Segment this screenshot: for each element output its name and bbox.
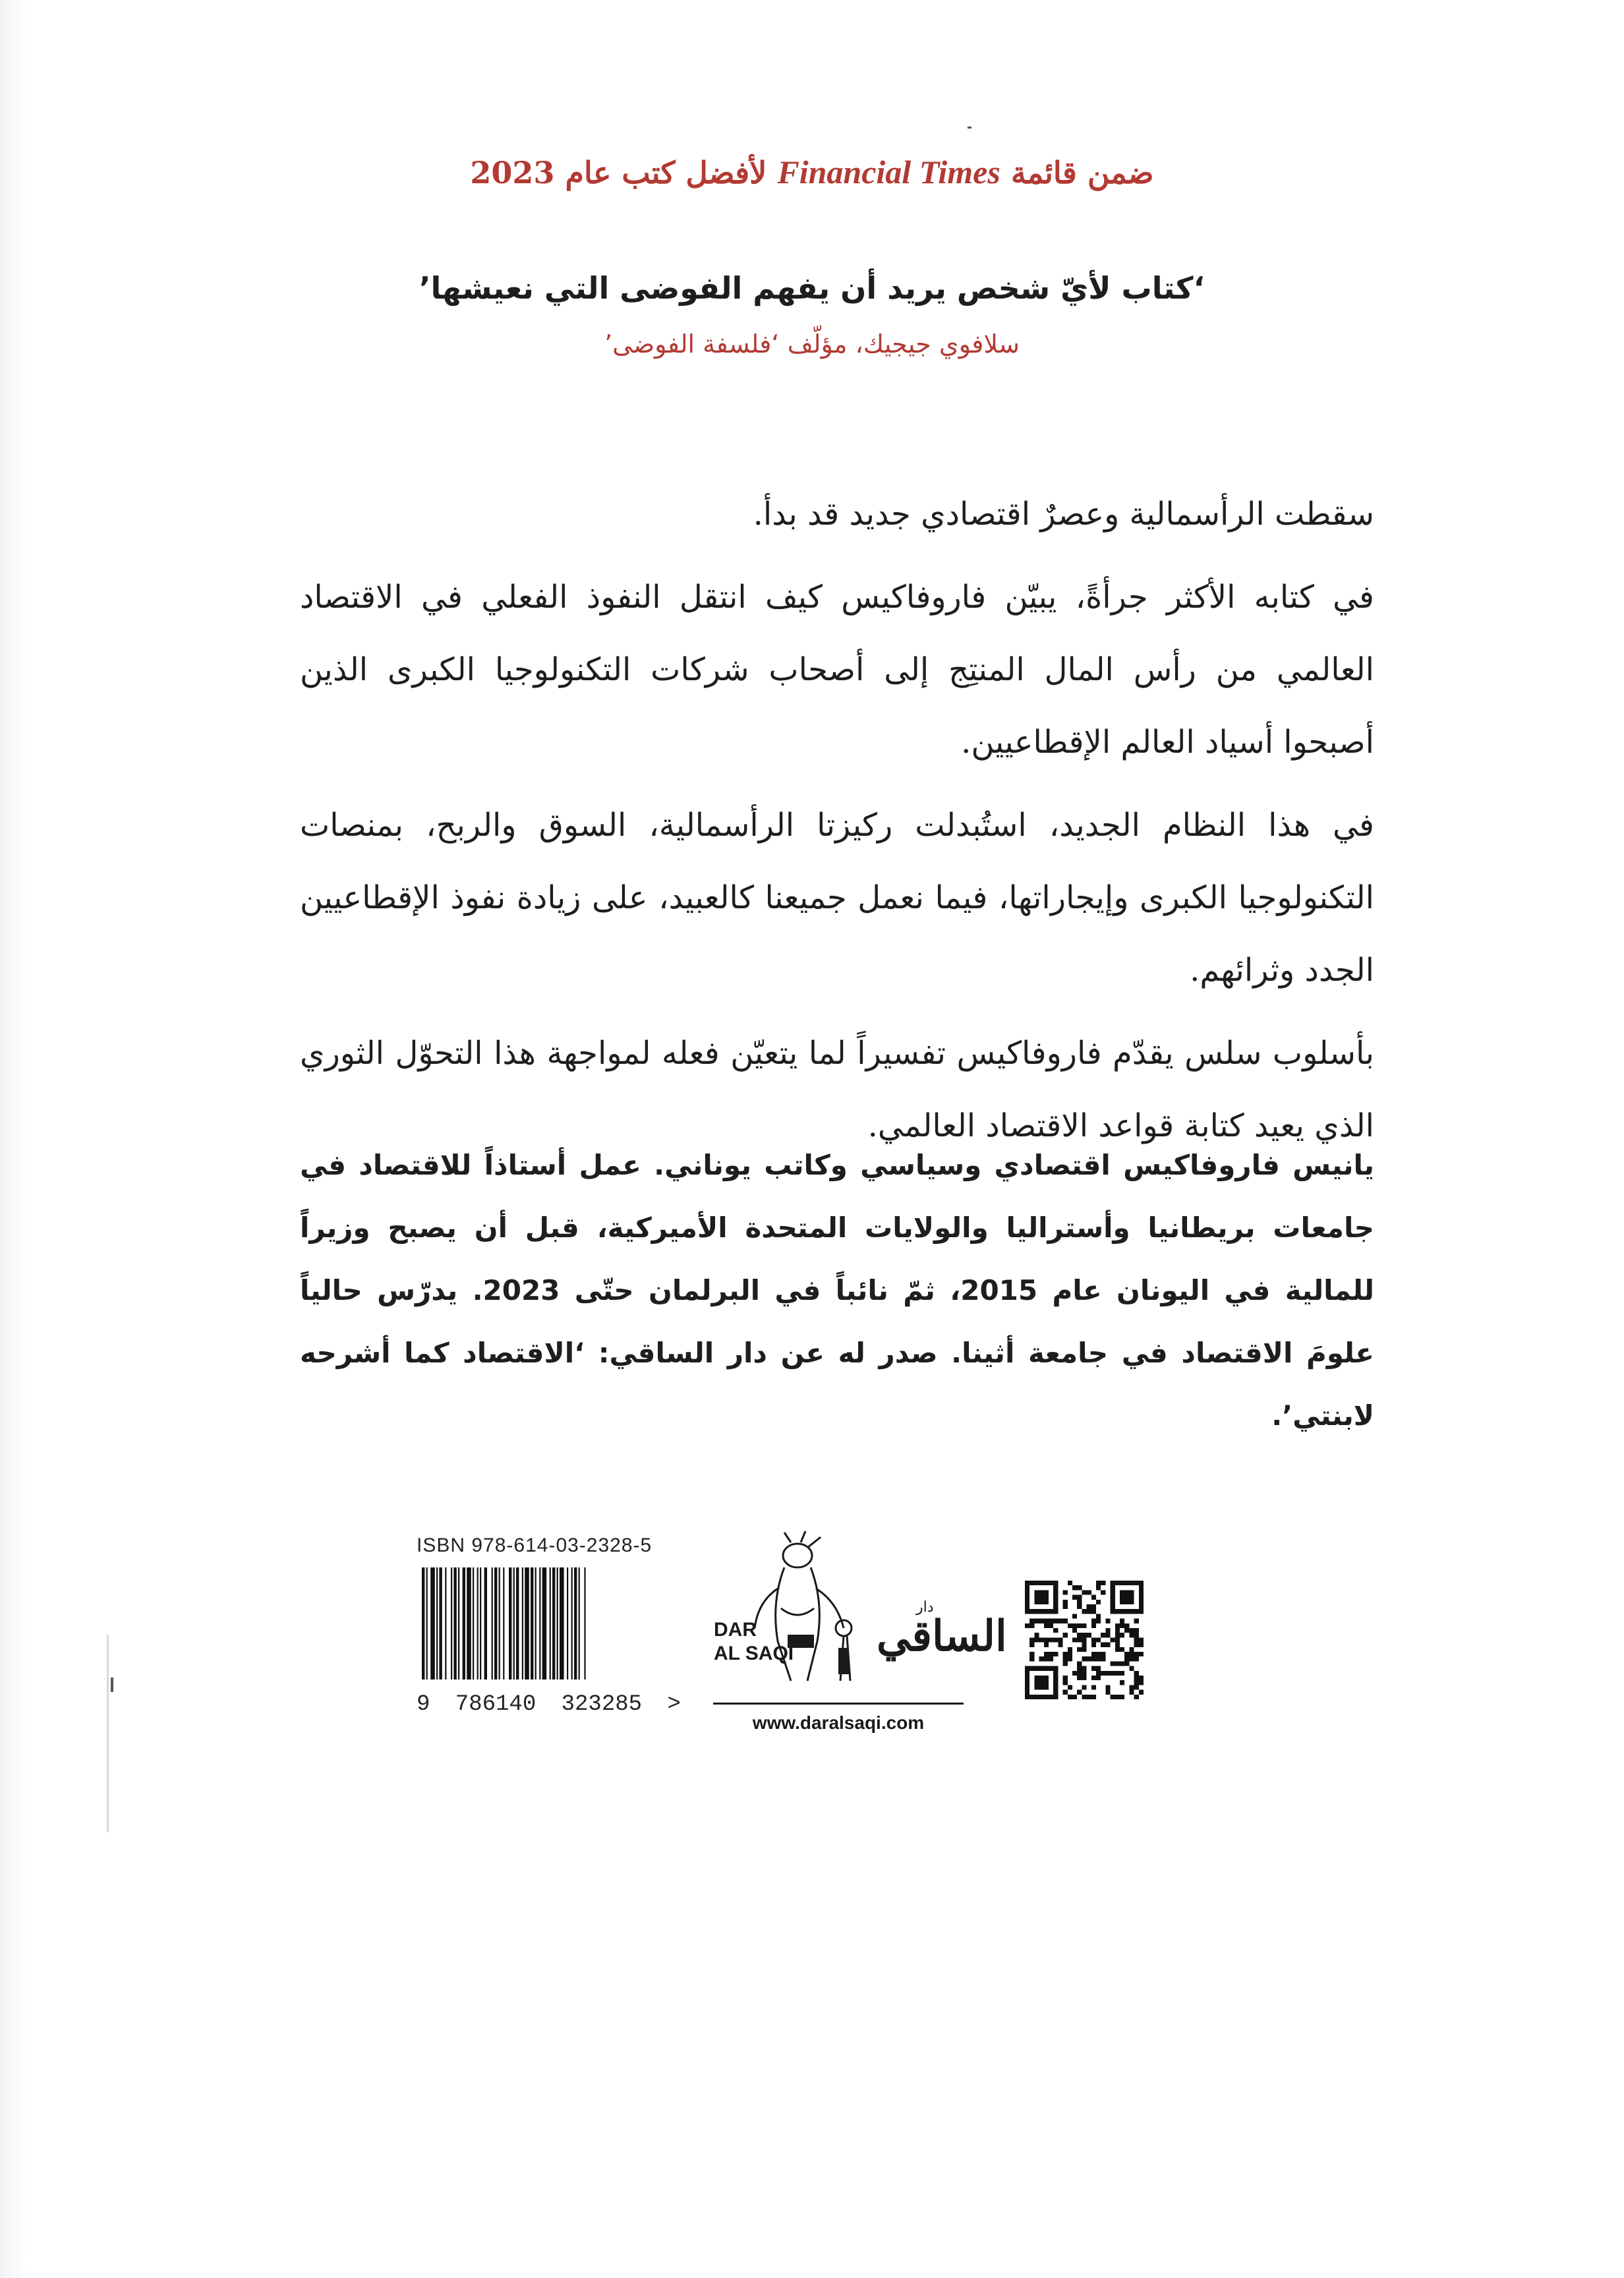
qr-cell <box>1129 1652 1134 1656</box>
qr-cell <box>1105 1619 1110 1623</box>
qr-cell <box>1134 1637 1139 1642</box>
qr-cell <box>1077 1666 1082 1671</box>
qr-cell <box>1063 1652 1068 1656</box>
qr-cell <box>1068 1685 1072 1689</box>
qr-cell <box>1115 1633 1120 1637</box>
qr-cell <box>1101 1590 1105 1594</box>
qr-cell <box>1091 1666 1096 1671</box>
qr-cell <box>1049 1619 1053 1623</box>
scan-artifact-dot <box>968 127 972 129</box>
qr-cell <box>1072 1595 1077 1600</box>
qr-cell <box>1068 1647 1072 1652</box>
qr-cell <box>1105 1628 1110 1633</box>
qr-cell <box>1134 1695 1139 1699</box>
qr-cell <box>1120 1671 1124 1676</box>
barcode-bar <box>480 1567 481 1679</box>
qr-cell <box>1082 1637 1086 1642</box>
award-tagline <box>0 153 1624 191</box>
qr-cell <box>1087 1590 1091 1594</box>
qr-cell <box>1134 1671 1139 1676</box>
qr-cell <box>1030 1623 1034 1628</box>
qr-cell <box>1101 1581 1105 1585</box>
qr-cell <box>1068 1652 1072 1656</box>
qr-cell <box>1096 1600 1101 1604</box>
qr-cell <box>1129 1656 1134 1661</box>
qr-cell <box>1111 1637 1115 1642</box>
qr-cell <box>1139 1637 1144 1642</box>
qr-cell <box>1082 1609 1086 1614</box>
qr-cell <box>1077 1690 1082 1695</box>
qr-cell <box>1120 1590 1134 1604</box>
barcode-bar <box>522 1567 523 1679</box>
endorsement-quote: ‘كتاب لأيّ شخص يريد أن يفهم الفوضى التي نعيشها’ <box>419 270 1205 306</box>
barcode-bar <box>439 1567 442 1679</box>
qr-cell <box>1082 1633 1086 1637</box>
barcode-bar <box>542 1567 547 1679</box>
qr-cell <box>1105 1685 1110 1689</box>
barcode-bar <box>451 1567 452 1679</box>
qr-cell <box>1087 1633 1091 1637</box>
qr-cell <box>1091 1595 1096 1600</box>
qr-cell <box>1087 1609 1091 1614</box>
qr-cell <box>1049 1656 1053 1661</box>
qr-cell <box>1096 1671 1101 1676</box>
qr-cell <box>1039 1637 1044 1642</box>
blurb-paragraph: بأسلوب سلس يقدّم فاروفاكيس تفسيراً لما يتعيّن فعله لمواجهة هذا التحوّل الثوري الذي يعيد كتابة قواعد الاقتصاد العالمي. <box>300 1035 1374 1144</box>
qr-cell <box>1120 1695 1124 1699</box>
publisher-website: www.daralsaqi.com <box>752 1712 925 1733</box>
qr-cell <box>1049 1623 1053 1628</box>
qr-cell <box>1124 1656 1129 1661</box>
barcode-bar <box>426 1567 428 1679</box>
qr-cell <box>1063 1604 1068 1609</box>
qr-cell <box>1096 1652 1101 1656</box>
publisher-divider <box>713 1703 964 1705</box>
qr-cell <box>1068 1623 1072 1628</box>
qr-cell <box>1044 1643 1049 1647</box>
qr-cell <box>1120 1623 1124 1628</box>
qr-cell <box>1063 1600 1068 1604</box>
qr-cell <box>1134 1628 1139 1633</box>
qr-cell <box>1111 1661 1115 1666</box>
qr-cell <box>1091 1604 1096 1609</box>
qr-cell <box>1129 1647 1134 1652</box>
barcode-bar <box>531 1567 533 1679</box>
qr-cell <box>1058 1619 1062 1623</box>
qr-cell <box>1034 1676 1049 1690</box>
qr-cell <box>1025 1623 1030 1628</box>
qr-cell <box>1115 1637 1120 1642</box>
barcode-bar <box>550 1567 551 1679</box>
qr-cell <box>1072 1695 1077 1699</box>
barcode-bar <box>535 1567 536 1679</box>
qr-cell <box>1096 1581 1101 1585</box>
qr-cell <box>1034 1633 1039 1637</box>
qr-cell <box>1082 1676 1086 1680</box>
qr-cell <box>1139 1680 1144 1685</box>
barcode-bar <box>430 1567 435 1679</box>
qr-cell <box>1072 1585 1077 1590</box>
qr-cell <box>1044 1652 1049 1656</box>
barcode-bar <box>525 1567 529 1679</box>
barcode-bar <box>445 1567 446 1679</box>
qr-cell <box>1139 1652 1144 1656</box>
qr-cell <box>1044 1623 1049 1628</box>
qr-cell <box>1072 1628 1077 1633</box>
qr-cell <box>1068 1581 1072 1585</box>
qr-cell <box>1091 1609 1096 1614</box>
qr-cell <box>1034 1619 1039 1623</box>
qr-cell <box>1091 1623 1096 1628</box>
barcode-bar <box>552 1567 555 1679</box>
qr-cell <box>1063 1590 1068 1594</box>
qr-cell <box>1087 1656 1091 1661</box>
publisher-latin-line2: AL SAQI <box>714 1643 794 1664</box>
barcode-bar <box>458 1567 459 1679</box>
barcode-bar <box>436 1567 438 1679</box>
publisher-logo-arabic-small: دار <box>916 1599 934 1616</box>
qr-cell <box>1030 1619 1034 1623</box>
barcode-bar <box>579 1567 580 1679</box>
qr-cell <box>1068 1695 1072 1699</box>
qr-cell <box>1101 1671 1105 1676</box>
qr-cell <box>1077 1633 1082 1637</box>
qr-cell <box>1063 1633 1068 1637</box>
qr-cell <box>1115 1695 1120 1699</box>
qr-cell <box>1091 1652 1096 1656</box>
qr-cell <box>1077 1637 1082 1642</box>
qr-cell <box>1063 1656 1068 1661</box>
qr-cell <box>1091 1685 1096 1689</box>
qr-cell <box>1129 1628 1134 1633</box>
qr-cell <box>1082 1656 1086 1661</box>
barcode-bar <box>467 1567 471 1679</box>
qr-cell <box>1077 1595 1082 1600</box>
qr-cell <box>1115 1671 1120 1676</box>
qr-cell <box>1077 1604 1082 1609</box>
qr-cell <box>1082 1590 1086 1594</box>
qr-cell <box>1030 1637 1034 1642</box>
qr-cell <box>1077 1671 1082 1676</box>
qr-cell <box>1096 1656 1101 1661</box>
qr-cell <box>1082 1671 1086 1676</box>
qr-cell <box>1101 1633 1105 1637</box>
qr-cell <box>1105 1633 1110 1637</box>
barcode-bar <box>453 1567 456 1679</box>
blurb-paragraph: سقطت الرأسمالية وعصرٌ اقتصادي جديد قد بدأ. <box>753 496 1374 533</box>
barcode-bar <box>494 1567 497 1679</box>
qr-cell <box>1058 1643 1062 1647</box>
qr-cell <box>1082 1666 1086 1671</box>
qr-cell <box>1129 1633 1134 1637</box>
qr-cell <box>1096 1585 1101 1590</box>
qr-cell <box>1115 1643 1120 1647</box>
barcode-bar <box>560 1567 564 1679</box>
barcode-bar <box>422 1567 424 1679</box>
qr-cell <box>1120 1619 1124 1623</box>
qr-cell <box>1077 1661 1082 1666</box>
qr-cell <box>1111 1695 1115 1699</box>
barcode-bar <box>503 1567 504 1679</box>
barcode-bar <box>567 1567 568 1679</box>
qr-cell <box>1039 1656 1044 1661</box>
barcode-bar <box>477 1567 478 1679</box>
qr-cell <box>1044 1619 1049 1623</box>
qr-cell <box>1049 1652 1053 1656</box>
qr-cell <box>1096 1666 1101 1671</box>
barcode-bar <box>463 1567 465 1679</box>
qr-cell <box>1053 1628 1058 1633</box>
qr-cell <box>1129 1666 1134 1671</box>
barcode-bar <box>513 1567 515 1679</box>
qr-cell <box>1063 1690 1068 1695</box>
qr-cell <box>1134 1680 1139 1685</box>
qr-cell <box>1134 1633 1139 1637</box>
qr-cell <box>1077 1647 1082 1652</box>
barcode-bar <box>539 1567 540 1679</box>
qr-cell <box>1030 1643 1034 1647</box>
qr-cell <box>1063 1661 1068 1666</box>
qr-cell <box>1129 1685 1134 1689</box>
publisher-logo-latin <box>714 1618 794 1666</box>
scan-artifact-mark <box>111 1678 113 1692</box>
qr-cell <box>1082 1647 1086 1652</box>
qr-cell <box>1096 1614 1101 1618</box>
qr-cell <box>1134 1643 1139 1647</box>
qr-cell <box>1120 1680 1124 1685</box>
barcode-bar <box>509 1567 511 1679</box>
qr-cell <box>1124 1652 1129 1656</box>
qr-cell <box>1096 1676 1101 1680</box>
qr-cell <box>1124 1661 1129 1666</box>
qr-cell <box>1077 1676 1082 1680</box>
qr-cell <box>1049 1637 1053 1642</box>
qr-cell <box>1101 1652 1105 1656</box>
blurb <box>300 478 1374 1173</box>
author-bio: يانيس فاروفاكيس اقتصادي وسياسي وكاتب يوناني. عمل أستاذاً للاقتصاد في جامعات بريطانيا وأستراليا والولايات المتحدة الأميركية، قبل أن يصبح وزيراً للمالية في اليونان عام 2015، ثمّ نائباً في البرلمان حتّى 2023. يدرّس حالياً علومَ الاقتصاد في جامعة أثينا. صدر له عن دار الساقي: ‘الاقتصاد كما أشرحه لابنتي’. <box>300 1149 1374 1432</box>
tagline-brand: Financial Times <box>777 154 1000 190</box>
qr-cell <box>1063 1619 1068 1623</box>
barcode <box>420 1567 658 1679</box>
qr-cell <box>1034 1637 1039 1642</box>
barcode-bar <box>516 1567 519 1679</box>
qr-cell <box>1115 1628 1120 1633</box>
qr-cell <box>1124 1628 1129 1633</box>
barcode-bar <box>557 1567 558 1679</box>
qr-cell <box>1072 1614 1077 1618</box>
qr-cell <box>1030 1652 1034 1656</box>
qr-cell <box>1072 1637 1077 1642</box>
publisher-logo-arabic: الساقي <box>877 1612 1007 1661</box>
qr-cell <box>1134 1652 1139 1656</box>
qr-cell <box>1044 1637 1049 1642</box>
qr-cell <box>1072 1623 1077 1628</box>
qr-cell <box>1120 1647 1124 1652</box>
qr-cell <box>1139 1643 1144 1647</box>
barcode-bar <box>499 1567 500 1679</box>
tagline-suffix: لأفضل كتب عام 2023 <box>470 155 767 190</box>
qr-cell <box>1105 1690 1110 1695</box>
qr-cell <box>1139 1690 1144 1695</box>
qr-cell <box>1134 1676 1139 1680</box>
barcode-bar <box>574 1567 577 1679</box>
qr-cell <box>1068 1656 1072 1661</box>
qr-cell <box>1134 1685 1139 1689</box>
qr-cell <box>1063 1676 1068 1680</box>
qr-cell <box>1077 1585 1082 1590</box>
qr-cell <box>1087 1695 1091 1699</box>
qr-cell <box>1077 1600 1082 1604</box>
qr-cell <box>1096 1619 1101 1623</box>
qr-cell <box>1087 1604 1091 1609</box>
qr-cell <box>1139 1676 1144 1680</box>
qr-cell <box>1120 1633 1124 1637</box>
qr-cell <box>1129 1690 1134 1695</box>
qr-cell <box>1115 1661 1120 1666</box>
qr-cell <box>1091 1695 1096 1699</box>
isbn-label: ISBN 978-614-03-2328-5 <box>417 1534 652 1556</box>
qr-cell <box>1063 1680 1068 1685</box>
qr-cell <box>1030 1656 1034 1661</box>
publisher-latin-line1: DAR <box>714 1619 757 1641</box>
qr-cell <box>1120 1661 1124 1666</box>
qr-cell <box>1105 1671 1110 1676</box>
barcode-bar <box>571 1567 573 1679</box>
qr-cell <box>1091 1637 1096 1642</box>
barcode-bar <box>473 1567 474 1679</box>
qr-cell <box>1077 1623 1082 1628</box>
qr-cell <box>1091 1656 1096 1661</box>
barcode-bar <box>584 1567 585 1679</box>
qr-cell <box>1082 1623 1086 1628</box>
qr-cell <box>1091 1619 1096 1623</box>
qr-cell <box>1101 1656 1105 1661</box>
qr-cell <box>1105 1643 1110 1647</box>
scan-artifact-line <box>107 1635 109 1832</box>
qr-cell <box>1072 1671 1077 1676</box>
qr-cell <box>1111 1671 1115 1676</box>
qr-cell <box>1039 1619 1044 1623</box>
qr-cell <box>1053 1652 1058 1656</box>
qr-cell <box>1082 1695 1086 1699</box>
qr-cell <box>1134 1619 1139 1623</box>
qr-cell <box>1091 1676 1096 1680</box>
qr-cell <box>1115 1623 1120 1628</box>
qr-code-icon <box>1025 1581 1144 1699</box>
tagline-prefix: ضمن قائمة <box>1010 155 1154 190</box>
qr-cell <box>1134 1656 1139 1661</box>
qr-cell <box>1082 1643 1086 1647</box>
qr-cell <box>1082 1685 1086 1689</box>
barcode-bar <box>484 1567 487 1679</box>
endorsement-attribution: سلافوي جيجيك، مؤلّف ‘فلسفة الفوضى’ <box>604 330 1020 359</box>
qr-cell <box>1053 1637 1058 1642</box>
qr-cell <box>1115 1647 1120 1652</box>
qr-cell <box>1058 1637 1062 1642</box>
qr-cell <box>1044 1656 1049 1661</box>
qr-cell <box>1124 1623 1129 1628</box>
qr-cell <box>1101 1643 1105 1647</box>
qr-cell <box>1096 1637 1101 1642</box>
barcode-digits: 9 786140 323285 > <box>417 1692 681 1717</box>
qr-cell <box>1053 1619 1058 1623</box>
qr-cell <box>1034 1590 1049 1604</box>
barcode-bar <box>492 1567 493 1679</box>
qr-cell <box>1091 1643 1096 1647</box>
blurb-paragraph: في كتابه الأكثر جرأةً، يبيّن فاروفاكيس كيف انتقل النفوذ الفعلي في الاقتصاد العالمي من رأس المال المنتِج إلى أصحاب شركات التكنولوجيا الكبرى الذين أصبحوا أسياد العالم الإقطاعيين. <box>300 579 1375 761</box>
blurb-paragraph: في هذا النظام الجديد، استُبدلت ركيزتا الرأسمالية، السوق والربح، بمنصات التكنولوجيا الكبرى وإيجاراتها، فيما نعمل جميعنا كالعبيد، على زيادة نفوذ الإقطاعيين الجدد وثرائهم. <box>300 807 1374 989</box>
